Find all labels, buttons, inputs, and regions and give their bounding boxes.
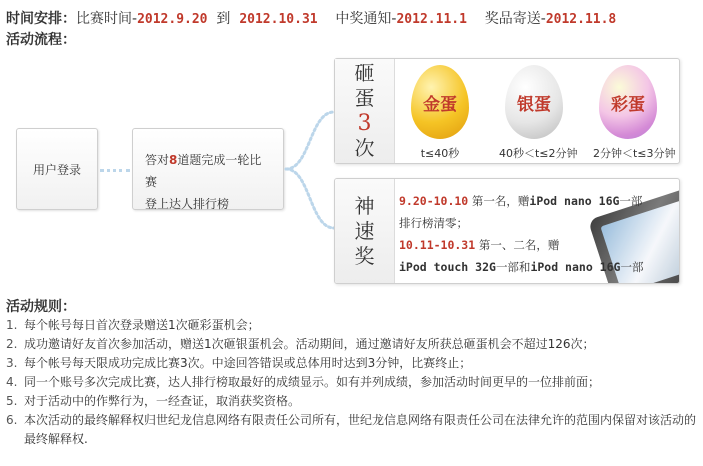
rule-text: 同一个账号多次完成比赛，达人排行榜取最好的成绩显示。如有并列成绩，参加活动时间更早的一位排前面； xyxy=(24,375,601,389)
speed-line-4-tail: 一部 xyxy=(620,260,644,274)
to-label: 到 xyxy=(216,11,231,27)
rule-number: 2. xyxy=(6,337,18,351)
egg-panel-side xyxy=(335,59,395,163)
speed-line-3-text: 第一、二名，赠 xyxy=(475,238,560,252)
contest-start-date: 2012.9.20 xyxy=(137,12,208,27)
rule-text: 成功邀请好友首次参加活动，赠送1次砸银蛋机会。活动期间，通过邀请好友所获总砸蛋机会不超过126次； xyxy=(24,337,595,351)
gold-egg-icon xyxy=(411,65,469,139)
speed-line-1-text: 第一名，赠 xyxy=(468,194,530,208)
rule-text: 每个帐号每日首次登录赠送1次砸彩蛋机会； xyxy=(24,318,260,332)
rule-item xyxy=(6,354,696,373)
gold-egg-label: 金蛋 xyxy=(423,94,457,115)
color-egg-caption: 2分钟＜t≤3分钟 xyxy=(593,147,676,160)
rule-text: 本次活动的最终解释权归世纪龙信息网络有限责任公司所有，世纪龙信息网络有限责任公司在法律允许的范围内保留对该活动的最终解释权. xyxy=(24,413,697,446)
rule-item xyxy=(6,316,696,335)
notify-label: 中奖通知- xyxy=(335,11,397,27)
flow-step-answer-line2: 登上达人排行榜 xyxy=(145,197,230,211)
rule-item xyxy=(6,411,696,449)
rule-number: 5. xyxy=(6,394,18,408)
ship-label: 奖品寄送- xyxy=(484,11,546,27)
flow-connector xyxy=(100,169,130,172)
flow-step-answer-post: 道题完成一轮比赛 xyxy=(145,153,262,189)
color-egg-label: 彩蛋 xyxy=(611,94,645,115)
rules-title: 活动规则： xyxy=(6,299,76,315)
flow-branch-connector xyxy=(284,104,338,234)
color-egg-icon xyxy=(599,65,657,139)
silver-egg[interactable] xyxy=(499,65,578,161)
speed-line-2: 排行榜清零； xyxy=(399,216,468,230)
egg-side-char: 蛋 xyxy=(354,86,375,110)
schedule-label: 时间安排： xyxy=(6,11,76,27)
speed-prize-1: iPod nano 16G xyxy=(529,194,620,208)
flow-step-answer-pre: 答对 xyxy=(145,153,170,167)
ship-date: 2012.11.8 xyxy=(545,12,617,27)
contest-label: 比赛时间- xyxy=(76,11,138,27)
speed-period-1: 9.20-10.10 xyxy=(399,194,469,208)
rules-list xyxy=(6,316,696,449)
egg-panel xyxy=(334,58,680,164)
rule-number: 3. xyxy=(6,356,18,370)
speed-prize-panel xyxy=(334,178,680,284)
speed-prize-2b: iPod nano 16G xyxy=(530,260,621,274)
silver-egg-caption: 40秒＜t≤2分钟 xyxy=(499,147,578,160)
flow-step-answer-line1 xyxy=(145,149,273,193)
schedule-row xyxy=(6,8,616,28)
rule-number: 1. xyxy=(6,318,18,332)
notify-date: 2012.11.1 xyxy=(396,12,467,27)
gold-egg[interactable] xyxy=(405,65,475,161)
flow-step-answer xyxy=(132,128,284,210)
speed-side-char: 神 xyxy=(354,193,375,218)
speed-side-char: 奖 xyxy=(354,243,375,268)
speed-line-3 xyxy=(399,234,643,256)
flow-step-login-label: 用户登录 xyxy=(32,162,81,177)
speed-prize-text xyxy=(399,190,643,278)
color-egg[interactable] xyxy=(593,65,676,161)
speed-prize-2a: iPod touch 32G xyxy=(399,260,496,274)
speed-side-char: 速 xyxy=(354,218,375,243)
speed-line-4 xyxy=(399,256,643,278)
speed-period-2: 10.11-10.31 xyxy=(399,238,476,252)
speed-line-1-tail: 一部 xyxy=(619,194,643,208)
rule-number: 6. xyxy=(6,413,18,427)
egg-side-char: 砸 xyxy=(354,61,375,85)
contest-end-date: 2012.10.31 xyxy=(239,12,318,27)
egg-side-char: 次 xyxy=(354,136,375,160)
rule-number: 4. xyxy=(6,375,18,389)
egg-side-count: 3 xyxy=(357,111,372,136)
flow-title: 活动流程： xyxy=(6,32,76,48)
speed-panel-side xyxy=(335,179,395,283)
flow-step-answer-num: 8 xyxy=(169,153,178,167)
silver-egg-label: 银蛋 xyxy=(517,94,551,115)
rule-item xyxy=(6,335,696,354)
speed-line-4-mid: 一部和 xyxy=(495,260,531,274)
rule-text: 每个帐号每天限成功完成比赛3次。中途回答错误或总体用时达到3分钟，比赛终止； xyxy=(24,356,472,370)
rule-item xyxy=(6,373,696,392)
flow-step-login xyxy=(16,128,98,210)
silver-egg-icon xyxy=(505,65,563,139)
rule-text: 对于活动中的作弊行为，一经查证，取消获奖资格。 xyxy=(24,394,301,408)
gold-egg-caption: t≤40秒 xyxy=(420,147,460,160)
rule-item xyxy=(6,392,696,411)
speed-line-1 xyxy=(399,190,643,212)
